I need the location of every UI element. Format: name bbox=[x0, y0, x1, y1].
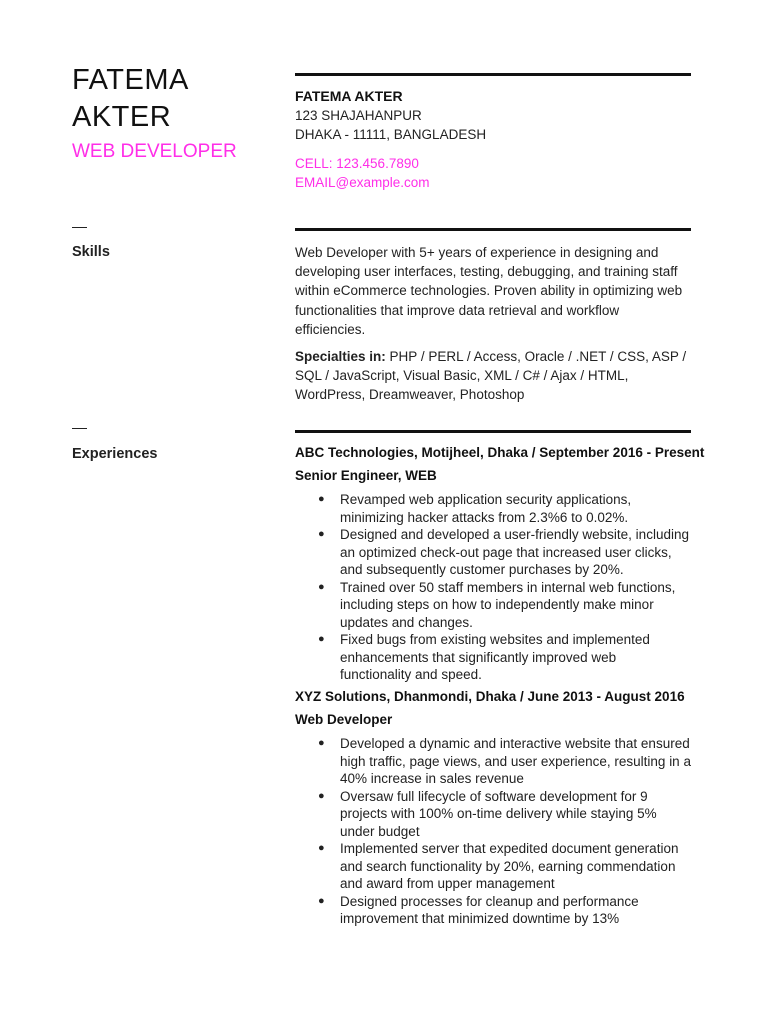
job-company-line: ABC Technologies, Motijheel, Dhaka / September 2016 - Present bbox=[295, 445, 705, 460]
list-item: ● Designed processes for cleanup and performance improvement that minimized downtime by 13% bbox=[318, 893, 639, 926]
job-title: Senior Engineer, WEB bbox=[295, 468, 437, 483]
experiences-rule bbox=[295, 430, 691, 433]
list-item: ● Fixed bugs from existing websites and implemented enhancements that significantly improved web functionality and speed. bbox=[318, 632, 650, 682]
job-role: WEB DEVELOPER bbox=[72, 141, 237, 162]
experiences-heading: Experiences bbox=[72, 446, 158, 462]
job-bullets bbox=[295, 735, 691, 928]
bullet-icon: ● bbox=[318, 580, 325, 593]
bullet-icon: ● bbox=[318, 528, 325, 540]
address-line-1: 123 SHAJAHANPUR bbox=[295, 108, 422, 123]
bullet-icon: ● bbox=[318, 894, 325, 907]
experiences-divider bbox=[72, 428, 87, 429]
skills-heading: Skills bbox=[72, 244, 110, 260]
contact-name: FATEMA AKTER bbox=[295, 88, 403, 104]
skills-summary: Web Developer with 5+ years of experience in designing and developing user interfaces, testing, debugging, and training staff within eCommerce technologies. Proven ability in optimizing web functionalities that improve data retrieval and workflow efficiencies. bbox=[295, 245, 683, 337]
candidate-name bbox=[72, 62, 189, 136]
list-item: ● Implemented server that expedited document generation and search functionality by 20%, earning commendation and award from upper management bbox=[318, 841, 679, 891]
job-company-line: XYZ Solutions, Dhanmondi, Dhaka / June 2013 - August 2016 bbox=[295, 689, 685, 704]
job-bullets bbox=[295, 491, 691, 684]
list-item: ● Developed a dynamic and interactive website that ensured high traffic, page views, and user experience, resulting in a 40% increase in sales revenue bbox=[318, 736, 691, 786]
list-item: ● Oversaw full lifecycle of software development for 9 projects with 100% on-time delivery while staying 5% under budget bbox=[318, 788, 657, 839]
list-item: ● Trained over 50 staff members in internal web functions, including steps on how to independently make minor updates and changes. bbox=[318, 579, 676, 630]
specialties bbox=[295, 347, 691, 405]
cell-phone: CELL: 123.456.7890 bbox=[295, 156, 419, 171]
name-line-1: FATEMA bbox=[72, 64, 189, 96]
specialties-label: Specialties in: bbox=[295, 349, 386, 364]
bullet-icon: ● bbox=[318, 737, 325, 749]
bullet-icon: ● bbox=[318, 633, 325, 645]
name-line-2: AKTER bbox=[72, 101, 172, 133]
bullet-icon: ● bbox=[318, 842, 325, 854]
specialties-list: PHP / PERL / Access, Oracle / .NET / CSS, ASP / SQL / JavaScript, Visual Basic, XML / C# / Ajax / HTML, WordPress, Dreamweaver, Photoshop bbox=[295, 349, 687, 403]
bullet-icon: ● bbox=[318, 493, 325, 505]
bullet-icon: ● bbox=[318, 789, 325, 802]
list-item: ● Revamped web application security applications, minimizing hacker attacks from 2.3%6 to 0.02%. bbox=[318, 492, 632, 525]
skills-rule bbox=[295, 228, 691, 231]
email-link[interactable]: EMAIL@example.com bbox=[295, 175, 430, 190]
list-item: ● Designed and developed a user-friendly website, including an optimized check-out page that increased user clicks, and subsequently customer purchases by 20%. bbox=[318, 527, 689, 577]
address-line-2: DHAKA - 11111, BANGLADESH bbox=[295, 127, 487, 142]
skills-divider bbox=[72, 227, 87, 228]
job-title: Web Developer bbox=[295, 712, 393, 727]
contact-rule bbox=[295, 73, 691, 76]
